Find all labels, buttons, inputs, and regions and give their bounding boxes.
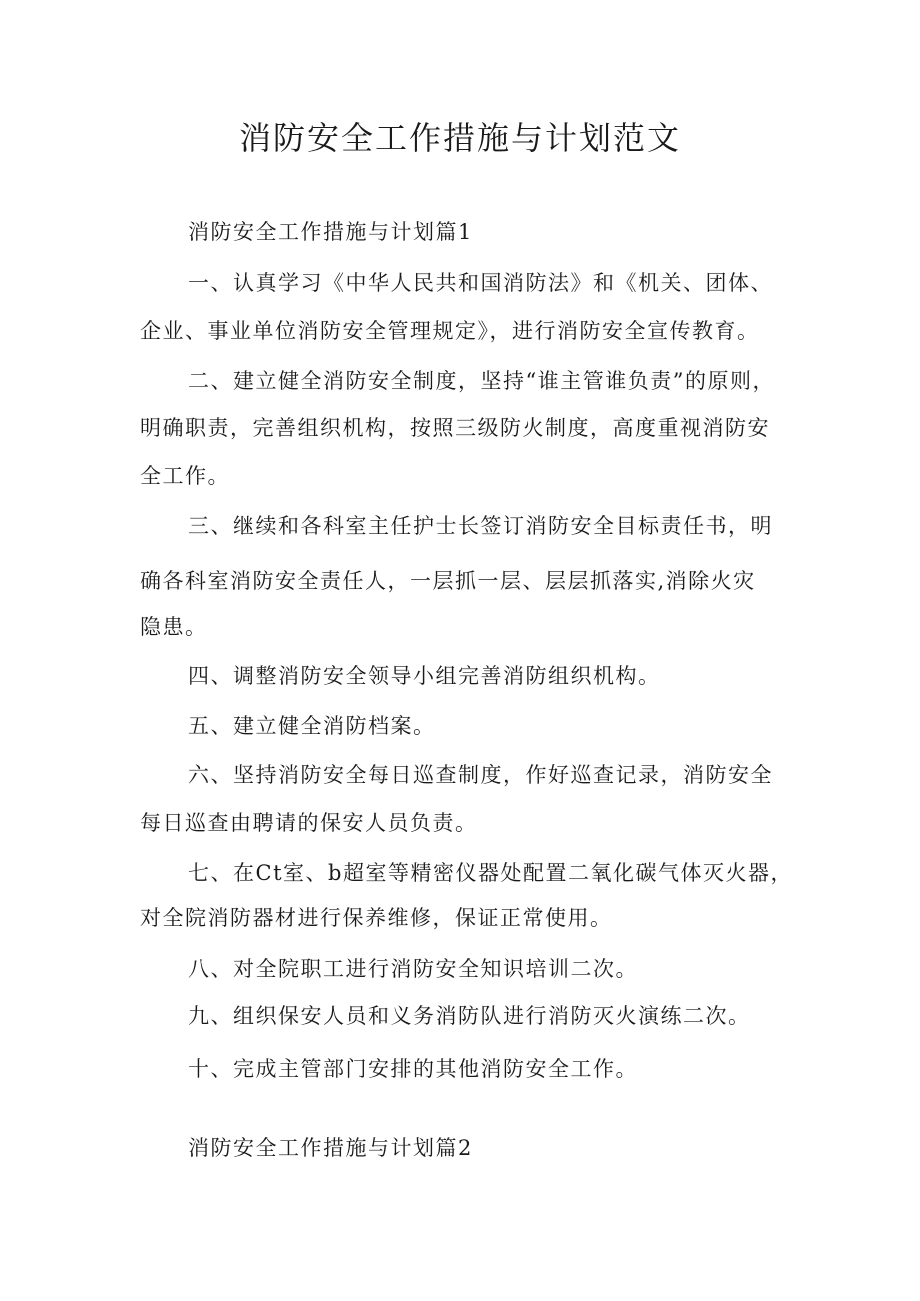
paragraph-line: 企业、事业单位消防安全管理规定》，进行消防安全宣传教育。 <box>140 319 760 343</box>
paragraph-line: 隐患。 <box>140 615 208 639</box>
paragraph-line: 全工作。 <box>140 464 230 488</box>
paragraph-line: 八、对全院职工进行消防安全知识培训二次。 <box>188 957 638 981</box>
paragraph-line: 二、建立健全消防安全制度，坚持“谁主管谁负责”的原则， <box>188 369 775 393</box>
paragraph-line: 对全院消防器材进行保养维修，保证正常使用。 <box>140 906 613 930</box>
paragraph-line: 四、调整消防安全领导小组完善消防组织机构。 <box>188 664 661 688</box>
paragraph-line: 每日巡查由聘请的保安人员负责。 <box>140 811 478 835</box>
paragraph-line: 确各科室消防安全责任人，一层抓一层、层层抓落实,消除火灾 <box>140 569 756 593</box>
paragraph-line: 十、完成主管部门安排的其他消防安全工作。 <box>188 1057 638 1081</box>
paragraph-line: 六、坚持消防安全每日巡查制度，作好巡查记录，消防安全 <box>188 763 773 787</box>
paragraph-line: 九、组织保安人员和义务消防队进行消防灭火演练二次。 <box>188 1004 751 1028</box>
paragraph-line: 明确职责，完善组织机构，按照三级防火制度，高度重视消防安 <box>140 416 770 440</box>
paragraph-line: 七、在Ct室、b超室等精密仪器处配置二氧化碳气体灭火器， <box>188 861 793 885</box>
section-heading-1: 消防安全工作措施与计划篇1 <box>188 220 473 244</box>
document-title: 消防安全工作措施与计划范文 <box>238 119 681 157</box>
paragraph-line: 一、认真学习《中华人民共和国消防法》和《机关、团体、 <box>188 271 773 295</box>
section-heading-2: 消防安全工作措施与计划篇2 <box>188 1136 473 1160</box>
paragraph-line: 五、建立健全消防档案。 <box>188 714 436 738</box>
paragraph-line: 三、继续和各科室主任护士长签订消防安全目标责任书，明 <box>188 514 773 538</box>
